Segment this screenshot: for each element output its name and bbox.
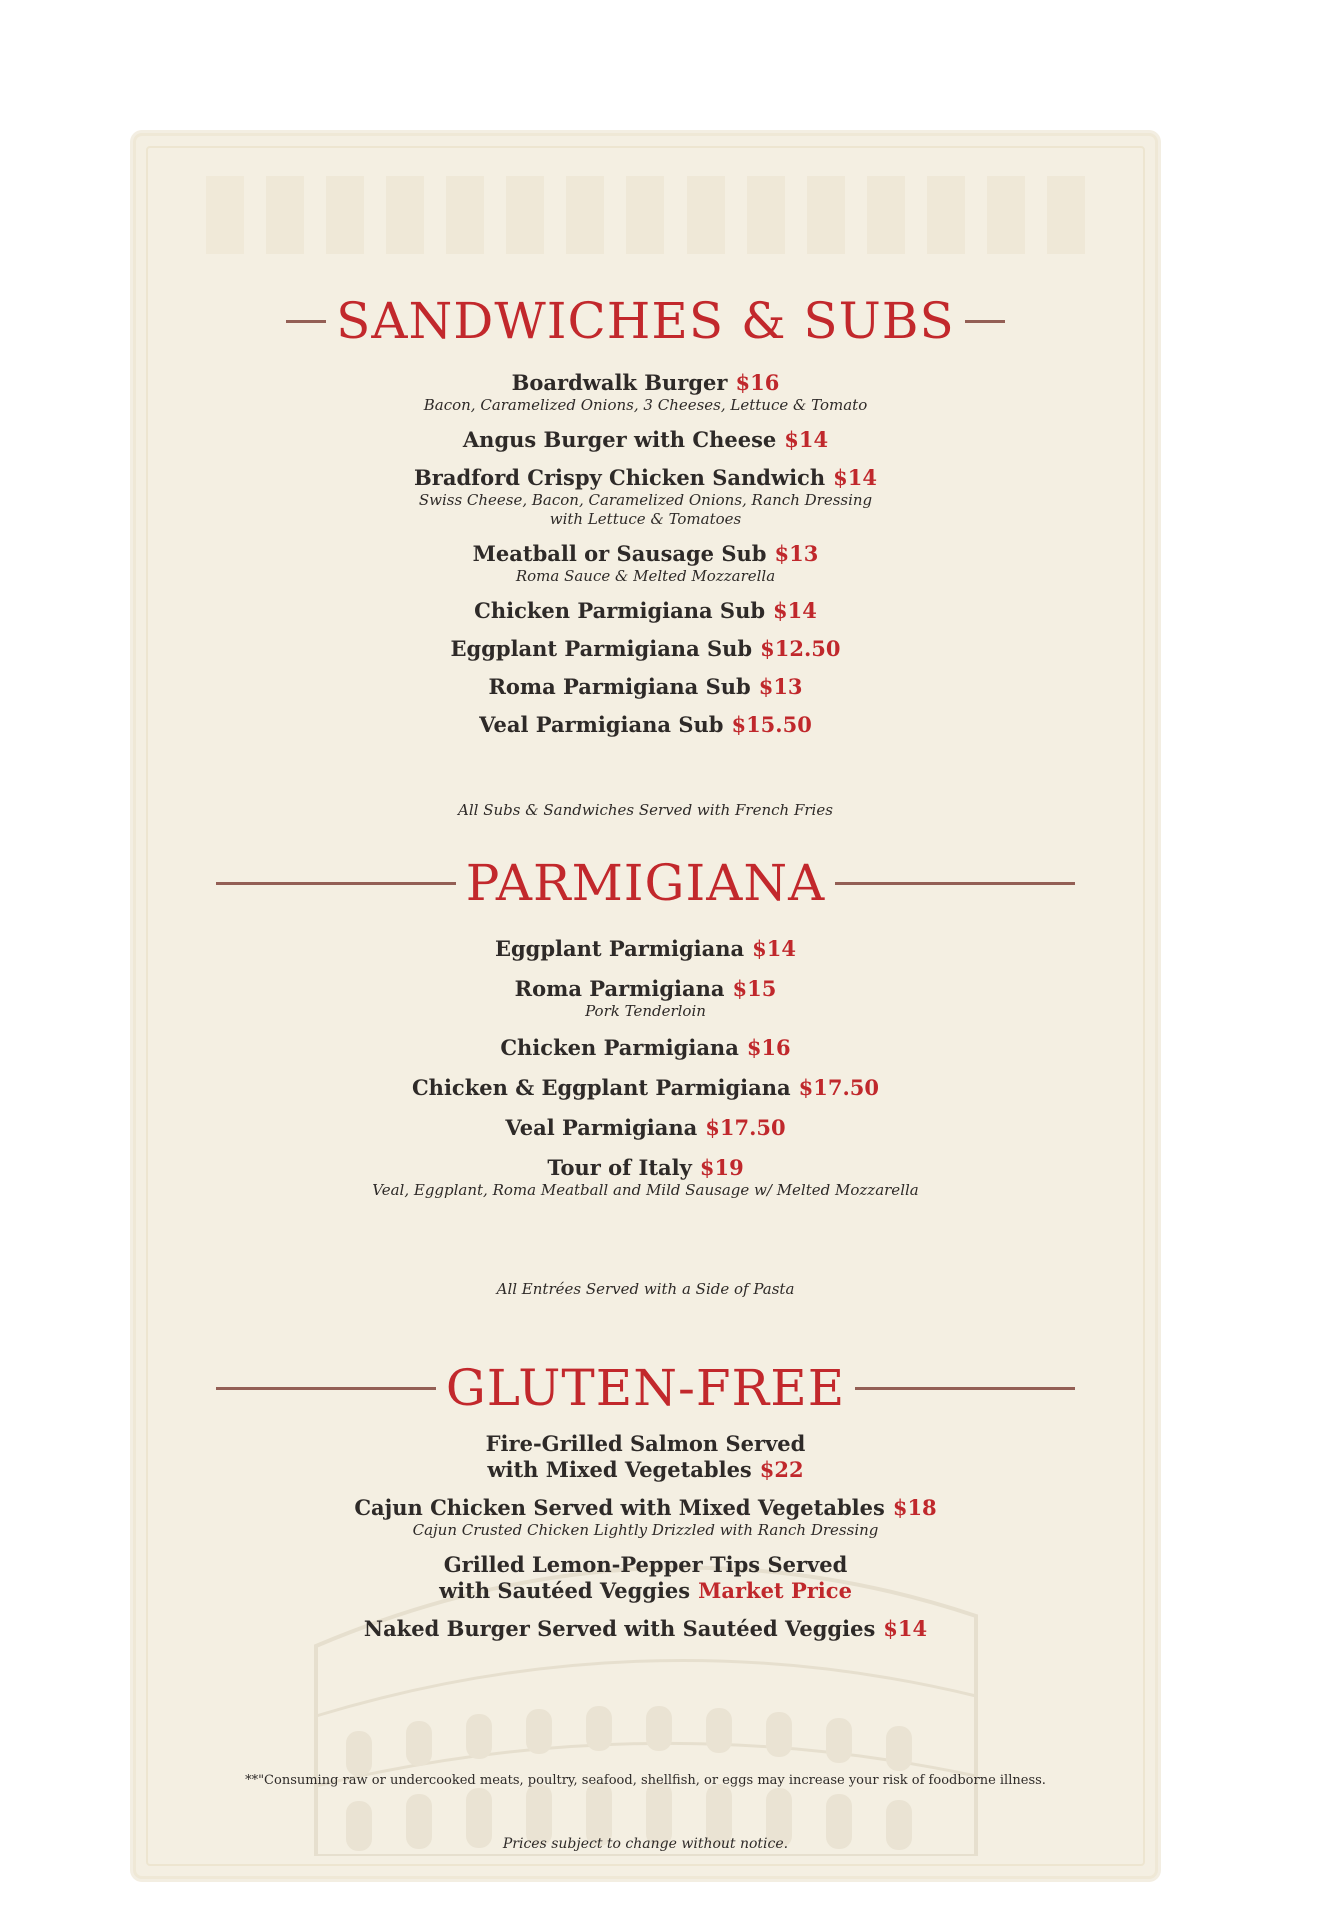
menu-item (216, 936, 1075, 962)
item-name: Chicken Parmigiana Sub (474, 598, 766, 623)
item-price: $14 (883, 1616, 928, 1641)
title-rule-left (286, 320, 326, 323)
item-name: Eggplant Parmigiana Sub (450, 636, 753, 661)
item-price: $17.50 (798, 1075, 880, 1100)
menu-card (136, 136, 1155, 1876)
menu-item (216, 1495, 1075, 1540)
item-price: $15 (732, 976, 777, 1001)
item-price: $14 (784, 427, 829, 452)
item-name: Fire-Grilled Salmon Served (485, 1431, 806, 1456)
parmigiana-items (216, 936, 1075, 1200)
section-title-parmigiana (216, 854, 1075, 912)
item-price: $14 (833, 465, 877, 490)
item-description: Swiss Cheese, Bacon, Caramelized Onions, Ranch Dressing (418, 491, 873, 509)
menu-item (216, 541, 1075, 586)
menu-item (216, 1075, 1075, 1101)
menu-item (216, 976, 1075, 1021)
item-price: $15.50 (731, 712, 812, 737)
item-price: $13 (774, 541, 819, 566)
item-name: Chicken Parmigiana (500, 1035, 739, 1060)
menu-item (216, 465, 1075, 529)
item-description: Bacon, Caramelized Onions, 3 Cheeses, Lettuce & Tomato (423, 396, 868, 414)
menu-item (216, 1155, 1075, 1200)
menu-item (216, 636, 1075, 662)
menu-item (216, 674, 1075, 700)
price-footer: Prices subject to change without notice. (502, 1836, 789, 1852)
section-title-gluten-free (216, 1359, 1075, 1417)
item-name: Grilled Lemon-Pepper Tips Served (443, 1552, 848, 1577)
menu-item (216, 427, 1075, 453)
gluten-free-items (216, 1431, 1075, 1642)
title-rule-left (216, 1387, 436, 1390)
section-note: All Subs & Sandwiches Served with French Fries (458, 801, 833, 819)
item-price: $12.50 (760, 636, 841, 661)
section-title-sandwiches (216, 292, 1075, 350)
item-name-line2: with Sautéed Veggies (439, 1578, 691, 1603)
item-name: Boardwalk Burger (511, 370, 728, 395)
menu-item (216, 712, 1075, 738)
item-name: Naked Burger Served with Sautéed Veggies (363, 1616, 876, 1641)
item-name: Tour of Italy (547, 1155, 692, 1180)
menu-item (216, 370, 1075, 415)
item-description: Cajun Crusted Chicken Lightly Drizzled with Ranch Dressing (412, 1521, 879, 1539)
item-description-line2: with Lettuce & Tomatoes (549, 510, 742, 528)
item-price: $14 (752, 936, 796, 961)
item-name: Angus Burger with Cheese (462, 427, 777, 452)
title-rule-right (965, 320, 1005, 323)
item-name: Bradford Crispy Chicken Sandwich (414, 465, 826, 490)
menu-item (216, 1616, 1075, 1642)
section-heading: GLUTEN-FREE (445, 1359, 846, 1417)
menu-item (216, 598, 1075, 624)
sandwich-items (216, 370, 1075, 738)
header-stripes (206, 176, 1085, 254)
food-safety-disclaimer: **"Consuming raw or undercooked meats, poultry, seafood, shellfish, or eggs may increase your risk of foodborne illness. (245, 1773, 1046, 1788)
menu-item (216, 1552, 1075, 1604)
title-rule-right (855, 1387, 1075, 1390)
item-name: Meatball or Sausage Sub (472, 541, 767, 566)
item-price: $13 (758, 674, 803, 699)
item-price: $14 (773, 598, 817, 623)
item-name: Eggplant Parmigiana (494, 936, 745, 961)
menu-item (216, 1431, 1075, 1483)
section-heading: SANDWICHES & SUBS (336, 292, 955, 350)
item-price: Market Price (698, 1578, 852, 1603)
item-name: Cajun Chicken Served with Mixed Vegetables (354, 1495, 885, 1520)
title-rule-left (216, 882, 456, 885)
item-description: Veal, Eggplant, Roma Meatball and Mild Sausage w/ Melted Mozzarella (372, 1181, 919, 1199)
item-description: Pork Tenderloin (585, 1002, 706, 1020)
item-name: Veal Parmigiana Sub (479, 712, 724, 737)
item-price: $16 (746, 1035, 791, 1060)
section-note: All Entrées Served with a Side of Pasta (496, 1280, 795, 1298)
item-name: Roma Parmigiana Sub (488, 674, 751, 699)
section-heading: PARMIGIANA (465, 854, 826, 912)
title-rule-right (835, 882, 1075, 885)
item-name: Roma Parmigiana (514, 976, 725, 1001)
item-price: $16 (735, 370, 780, 395)
item-name: Chicken & Eggplant Parmigiana (411, 1075, 791, 1100)
item-price: $18 (892, 1495, 937, 1520)
menu-item (216, 1115, 1075, 1141)
item-name-line2: with Mixed Vegetables (487, 1457, 752, 1482)
item-price: $19 (699, 1155, 744, 1180)
item-price: $17.50 (705, 1115, 786, 1140)
item-name: Veal Parmigiana (505, 1115, 698, 1140)
item-description: Roma Sauce & Melted Mozzarella (515, 567, 776, 585)
item-price: $22 (759, 1457, 804, 1482)
menu-item (216, 1035, 1075, 1061)
